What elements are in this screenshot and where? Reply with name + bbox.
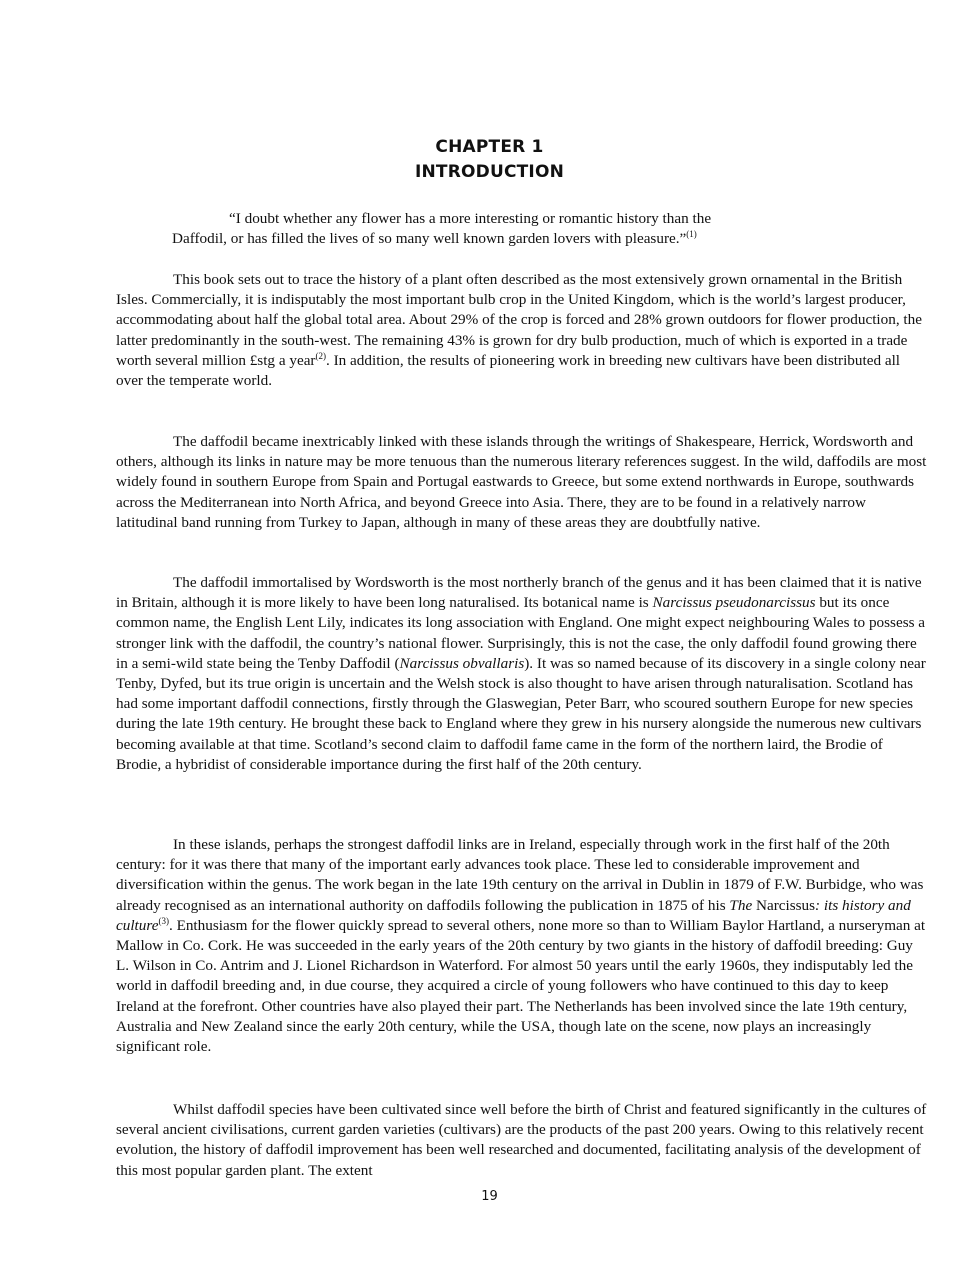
epigraph-quote <box>172 209 832 249</box>
paragraph-2: The daffodil became inextricably linked with these islands through the writings of Shakespeare, Herrick, Wordsworth and others, although its links in nature may be more tenuous than the numerous literary references suggest. In the wild, daffodils are most widely found in southern Europe from Spain and Portugal eastwards to Greece, but some extend northwards in Europe, southwards across the Mediterranean into North Africa, and beyond Greece into Asia. There, they are to be found in a relatively narrow latitudinal band running from Turkey to Japan, although in many of these areas they are doubtfully native. <box>116 433 927 531</box>
paragraph-3 <box>116 573 928 775</box>
paragraph-3-text-b: but its once common name, the English Lent Lily, indicates its long association with England. One might expect neighbouring Wales to possess a stronger link with the daffodil, the country’s national flower. Surprisingly, this is not the case, the only daffodil found growing there in a semi-wild state being the Tenby Daffodil ( <box>116 594 926 672</box>
paragraph-4-text-b: . Enthusiasm for the flower quickly spread to several others, none more so than to William Baylor Hartland, a nurseryman at Mallow in Co. Cork. He was succeeded in the early years of the 20th century by two giants in the history of daffodil breeding: Guy L. Wilson in Co. Antrim and J. Lionel Richardson in Waterford. For almost 50 years until the early 1960s, they indisputably led the world in daffodil breeding and, in due course, they acquired a circle of young followers who have continued to this day to keep Ireland at the forefront. Other countries have also played their part. The Netherlands has been involved since the late 19th century, Australia and New Zealand since the early 20th century, while the USA, though late on the scene, now plays an increasingly significant role. <box>116 916 926 1056</box>
quote-line-2 <box>172 229 832 249</box>
page-number: 19 <box>481 1189 498 1204</box>
quote-reference: (1) <box>686 229 697 240</box>
paragraph-3-text-c: ). It was so named because of its discovery in a single colony near Tenby, Dyfed, but its true origin is uncertain and the Welsh stock is also thought to have arisen through naturalisation. Scotland has had some important daffodil connections, firstly through the Glaswegian, Peter Barr, who scoured southern Europe for new species during the late 19th century. He brought these back to England where they grew in his nursery alongside the numerous new cultivars becoming available at that time. Scotland’s second claim to daffodil fame came in the form of the northern laird, the Brodie of Brodie, a hybridist of considerable importance during the first half of the 20th century. <box>116 654 926 773</box>
paragraph-3-text-a: The daffodil immortalised by Wordsworth is the most northerly branch of the genus and it has been claimed that it is native in Britain, although it is more likely to have been long naturalised. Its botanical name is <box>116 574 922 612</box>
book-title-narcissus: Narcissus <box>752 896 816 914</box>
species-name-obvallaris: Narcissus obvallaris <box>399 654 525 672</box>
quote-line-1: “I doubt whether any flower has a more interesting or romantic history than the <box>229 210 712 227</box>
paragraph-4-text-a: In these islands, perhaps the strongest daffodil links are in Ireland, especially through work in the first half of the 20th century: for it was there that many of the important early advances took place. These led to considerable improvement and diversification within the genus. The work began in the late 19th century on the arrival in Dublin in 1879 of F.W. Burbidge, who was already recognised as an international authority on daffodils following the publication in 1875 of his <box>116 836 924 914</box>
paragraph-1-reference: (2) <box>315 350 326 361</box>
species-name-pseudonarcissus: Narcissus pseudonarcissus <box>652 594 816 612</box>
paragraph-4 <box>116 835 928 1057</box>
paragraph-5: Whilst daffodil species have been cultivated since well before the birth of Christ and featured significantly in the cultures of several ancient civilisations, current garden varieties (cultivars) are the products of the past 200 years. Owing to this relatively recent evolution, the history of daffodil improvement has been well researched and documented, facilitating analysis of the development of this most popular garden plant. The extent <box>116 1101 927 1179</box>
chapter-title: INTRODUCTION <box>414 162 565 182</box>
paragraph-4-reference: (3) <box>158 915 169 926</box>
paragraph-1-text-a: This book sets out to trace the history of a plant often described as the most extensively grown ornamental in the British Isles. Commercially, it is indisputably the most important bulb crop in the United Kingdom, which is the world’s largest producer, accommodating about half the global total area. About 29% of the crop is forced and 28% grown outdoors for flower production, the latter predominantly in the south-west. The remaining 43% is grown for dry bulb production, much of which is exported in a trade worth several million £stg a year <box>116 271 922 369</box>
quote-line-2-text: Daffodil, or has filled the lives of so many well known garden lovers with pleasure.” <box>172 230 687 248</box>
paragraph-1-text-b: . In addition, the results of pioneering work in breeding new cultivars have been distributed all over the temperate world. <box>116 351 901 390</box>
chapter-label: CHAPTER 1 <box>435 137 544 157</box>
book-title-subtitle: : its history and culture <box>116 896 911 934</box>
book-title-the: The <box>729 896 753 914</box>
paragraph-1 <box>116 270 928 391</box>
